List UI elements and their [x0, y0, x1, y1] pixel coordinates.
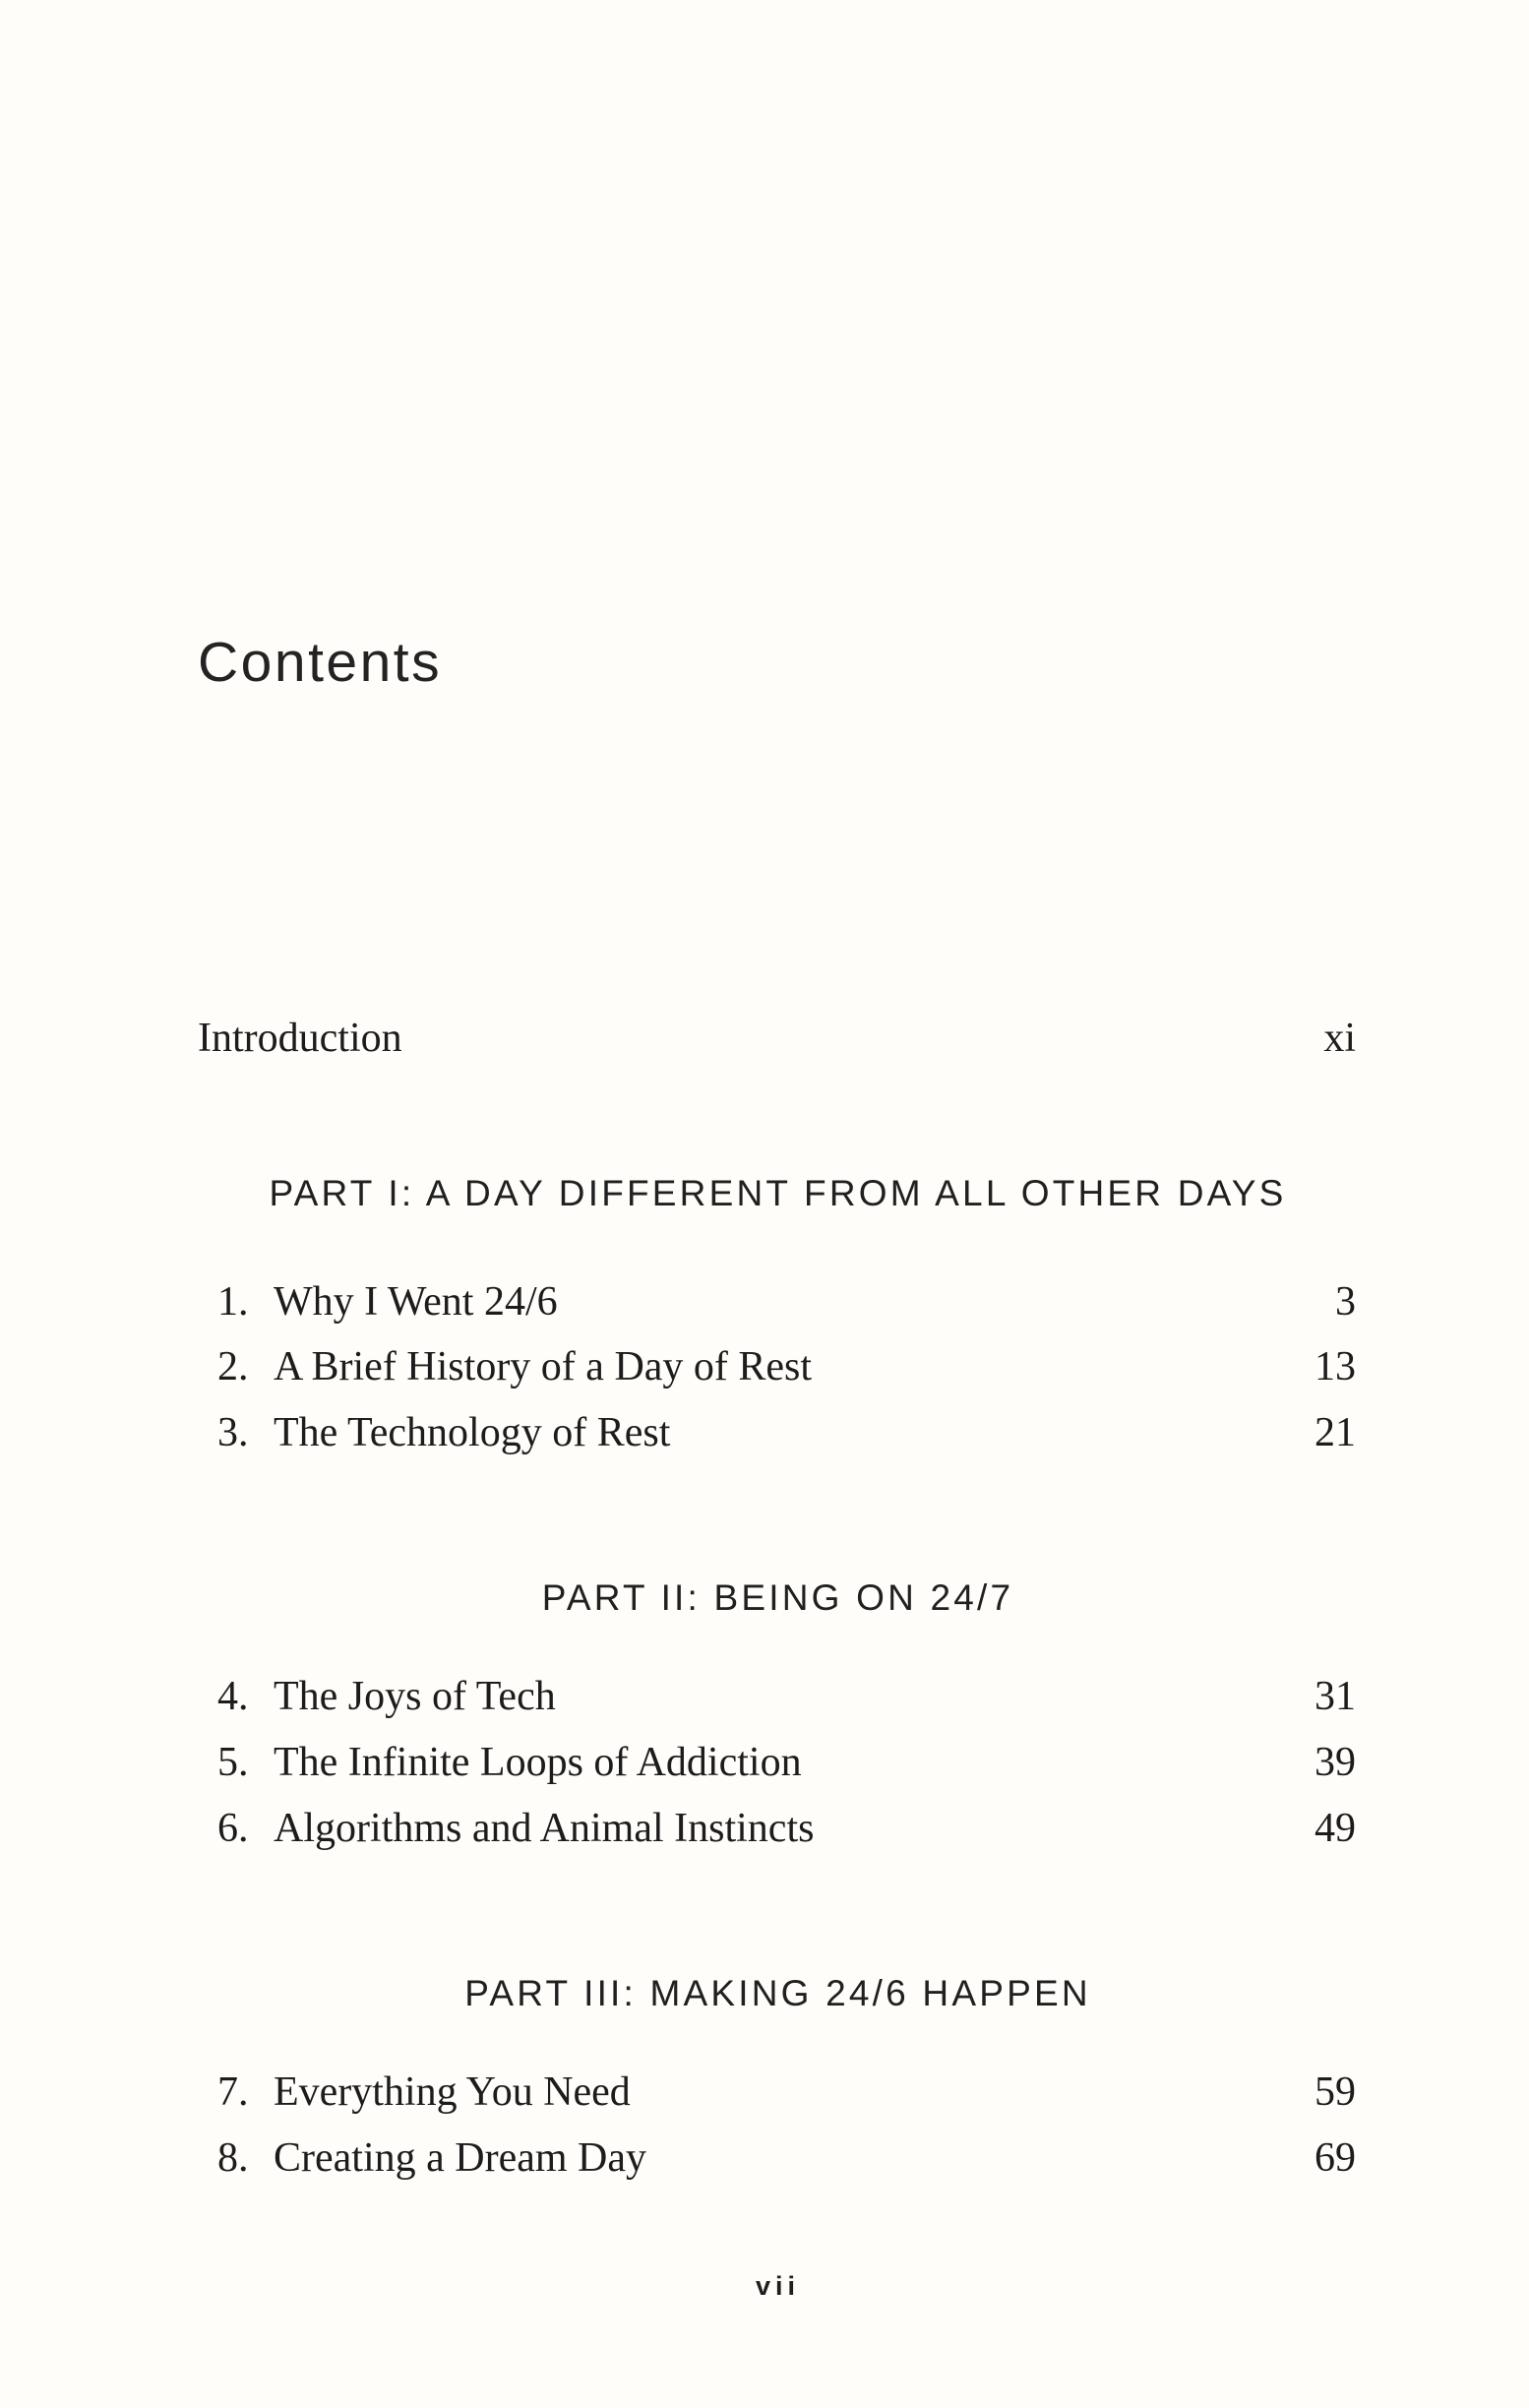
toc-entry [0, 1676, 1529, 1717]
chapter-page-number: 21 [1315, 1410, 1356, 1455]
entry-page-number: xi [1323, 1016, 1356, 1061]
chapter-number: 2. [217, 1344, 249, 1389]
toc-entry [0, 1281, 1529, 1323]
chapter-number: 8. [217, 2135, 249, 2181]
chapter-title: Creating a Dream Day [274, 2135, 647, 2181]
chapter-page-number: 13 [1315, 1344, 1356, 1389]
chapter-title: Why I Went 24/6 [274, 1279, 558, 1325]
toc-entry [0, 1808, 1529, 1849]
chapter-number: 5. [217, 1740, 249, 1785]
chapter-title: A Brief History of a Day of Rest [274, 1344, 813, 1389]
toc-entry [0, 2071, 1529, 2113]
chapter-number: 3. [217, 1410, 249, 1455]
chapter-title: Algorithms and Animal Instincts [274, 1806, 815, 1851]
page-folio: vii [755, 2271, 801, 2301]
toc-entry [0, 2137, 1529, 2179]
toc-entry [0, 1346, 1529, 1388]
chapter-page-number: 69 [1315, 2135, 1356, 2181]
chapter-page-number: 39 [1315, 1740, 1356, 1785]
chapter-page-number: 49 [1315, 1806, 1356, 1851]
toc-entry-introduction [0, 1018, 1529, 1059]
chapter-number: 7. [217, 2069, 249, 2115]
chapter-title: The Joys of Tech [274, 1674, 556, 1719]
chapter-page-number: 31 [1315, 1674, 1356, 1719]
chapter-number: 4. [217, 1674, 249, 1719]
chapter-title: The Infinite Loops of Addiction [274, 1740, 802, 1785]
toc-entry [0, 1412, 1529, 1453]
chapter-title: The Technology of Rest [274, 1410, 671, 1455]
part-heading-2: PART II: BEING ON 24/7 [541, 1577, 1014, 1618]
page-title: Contents [198, 631, 443, 694]
toc-entry [0, 1742, 1529, 1783]
chapter-number: 6. [217, 1806, 249, 1851]
part-heading-1: PART I: A DAY DIFFERENT FROM ALL OTHER DAYS [269, 1173, 1287, 1213]
chapter-page-number: 59 [1315, 2069, 1356, 2115]
chapter-number: 1. [217, 1279, 249, 1325]
chapter-page-number: 3 [1335, 1279, 1356, 1325]
entry-title: Introduction [198, 1016, 402, 1061]
part-heading-3: PART III: MAKING 24/6 HAPPEN [464, 1973, 1091, 2013]
chapter-title: Everything You Need [274, 2069, 631, 2115]
